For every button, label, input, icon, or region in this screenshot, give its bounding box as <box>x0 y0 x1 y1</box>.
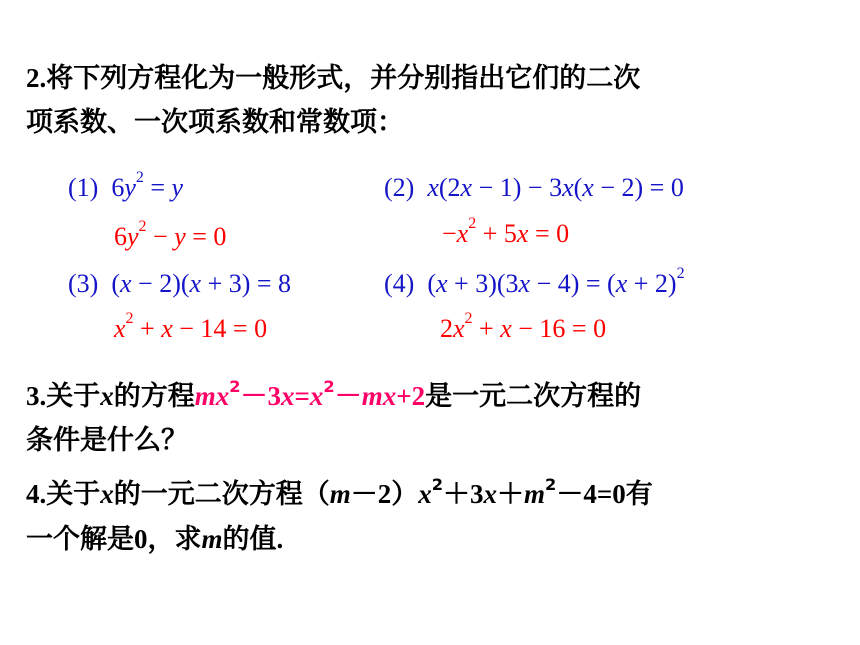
question-3 <box>26 374 641 463</box>
question-2-line-1: 2.将下列方程化为一般形式，并分别指出它们的二次 <box>26 63 641 94</box>
problem-4-equation: (4) $(x + 3)(3x - 4) = (x + 2)^2$ <box>384 265 685 298</box>
question-3-line-2: 条件是什么？ <box>26 425 188 456</box>
problem-3-equation: (3) (x − 2)(x + 3) = 8 <box>68 269 292 298</box>
problem-2-equation: (2) x(2x − 1) − 3x(x − 2) = 0 <box>384 173 684 202</box>
problem-1-equation: (1) $6y^2 = y$ <box>68 169 184 202</box>
question-4-line-1: 4.关于x的一元二次方程$(m-2)x^2+3x+m^2-4=0$有 <box>26 474 653 510</box>
question-3-line-1: 3.关于x的方程$mx^2-3x=x^2-mx+2$是一元二次方程的 <box>26 376 642 412</box>
problem-1-answer: $6y^2 - y = 0$ <box>114 218 227 251</box>
question-2 <box>26 56 640 145</box>
question-4-line-2: 一个解是0，求m的值. <box>26 524 284 555</box>
problem-4-answer: $2x^2 + x - 16 = 0$ <box>440 310 607 343</box>
question-3-equation: $mx^2-3x=x^2-mx+2$ <box>194 376 426 412</box>
problem-2-answer: $-x^2 + 5x = 0$ <box>442 215 570 248</box>
problem-3-answer: $x^2 + x - 14 = 0$ <box>114 310 268 343</box>
question-4 <box>26 472 653 562</box>
question-2-line-2: 项系数、一次项系数和常数项： <box>26 107 404 138</box>
